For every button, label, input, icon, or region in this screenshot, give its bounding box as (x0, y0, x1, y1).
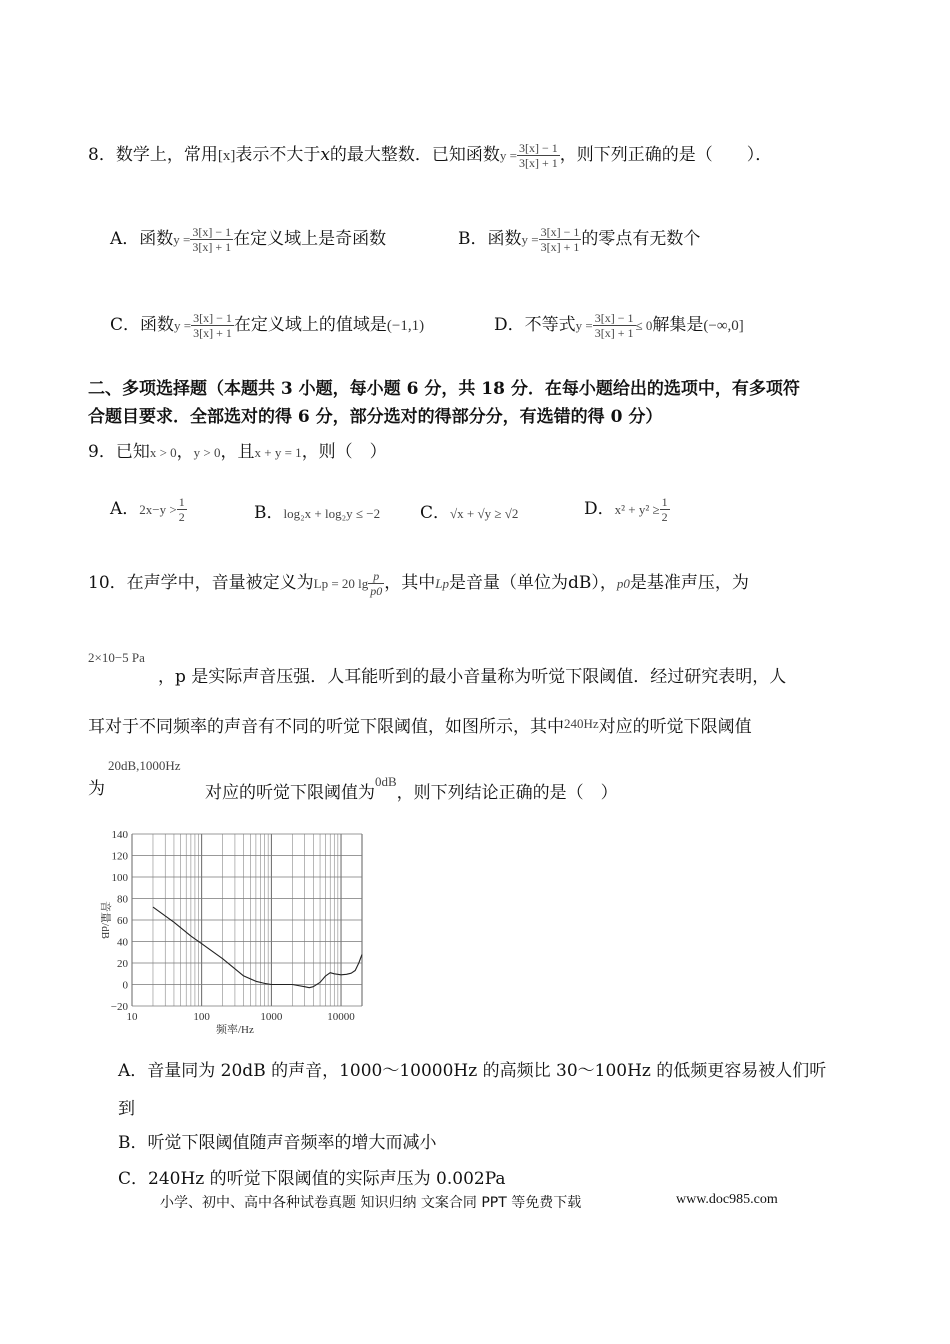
q9-option-a-num: 1 (178, 495, 185, 509)
x-tick-label: 10 (126, 1011, 138, 1023)
q10-formula-den: p0 (370, 584, 383, 598)
q8-option-a-den: 3[x] + 1 (192, 240, 232, 254)
q9-cond3: x + y = 1 (254, 445, 302, 460)
q8-option-a-lhs: y = (173, 232, 191, 247)
q9-option-c-expr: √x + √y ≥ √2 (450, 506, 519, 521)
y-tick-label: 100 (111, 872, 128, 884)
q8-func-fraction (517, 141, 560, 170)
q8-option-c (110, 310, 424, 340)
q8-option-d-lhs: y = (575, 318, 593, 333)
q8-option-d-ineq: ≤ 0 (635, 318, 653, 333)
x-tick-label: 100 (193, 1011, 210, 1023)
q8-option-c-num: 3[x] − 1 (193, 311, 232, 325)
q8-option-d-interval: (−∞,0] (703, 318, 744, 334)
q8-stem-d: ，则下列正确的是（ ）． (559, 145, 773, 165)
q8-option-c-interval: (−1,1) (386, 318, 425, 334)
q9-option-a-den: 2 (178, 510, 185, 524)
y-tick-label: 140 (111, 829, 128, 841)
footer-text: 小学、初中、高中各种试卷真题 知识归纳 文案合同 PPT 等免费下载 (160, 1195, 582, 1211)
q8-option-d-num: 3[x] − 1 (594, 311, 634, 325)
q10-db-hz: 20dB,1000Hz (108, 758, 181, 773)
q8-option-d-fraction (593, 311, 636, 340)
y-tick-label: 80 (117, 893, 128, 906)
q9-option-a-fraction (177, 495, 187, 524)
q9-option-a-expr: 2x−y > (139, 502, 177, 517)
q9-cond1: x > 0 (149, 445, 177, 460)
q10-stem-i: 对应的听觉下限阈值为 (205, 783, 375, 803)
q10-stem-j: ，则下列结论正确的是（ ） (396, 783, 618, 803)
y-tick-label: 40 (117, 936, 128, 949)
q10-stem-g: 对应的听觉下限阈值 (598, 717, 752, 737)
q8-option-c-den: 3[x] + 1 (193, 326, 232, 340)
q8-func-num: 3[x] − 1 (519, 141, 558, 155)
q9-option-d-num: 1 (661, 495, 668, 509)
q10-stem-line3 (88, 712, 752, 737)
q9-option-a-label: A． (110, 499, 140, 519)
q8-bracket-x: [x] (217, 148, 236, 164)
q10-stem-b: ，其中 (384, 573, 436, 593)
q8-option-a-label: A．函数 (110, 229, 174, 249)
q9-option-d-expr: x² + y² ≥ (614, 502, 660, 517)
q9-option-b-label: B． (254, 503, 284, 523)
q8-stem (88, 140, 772, 170)
q10-option-a-line2: 到 (118, 1099, 135, 1119)
q9-option-c (420, 498, 518, 523)
q8-option-d-text: 解集是 (652, 315, 704, 335)
q8-option-b-label: B．函数 (458, 229, 522, 249)
q8-var-x: x (320, 145, 330, 165)
q8-option-b-fraction (539, 225, 582, 254)
x-axis-label: 频率/Hz (215, 1024, 254, 1034)
q8-option-b-den: 3[x] + 1 (540, 240, 580, 254)
q8-option-b (458, 224, 700, 254)
q9-stem-c: ，则（ ） (301, 442, 387, 462)
q10-stem-h: 为 (88, 779, 105, 799)
q8-option-d-den: 3[x] + 1 (594, 326, 634, 340)
q10-stem-d: 是基准声压，为 (629, 573, 749, 593)
q10-formula-num: p (368, 569, 384, 584)
q8-option-a-text: 在定义域上是奇函数 (233, 229, 387, 249)
q10-hz240: 240Hz (564, 716, 599, 731)
q8-stem-b: 表示不大于 (235, 145, 321, 165)
q8-option-c-fraction (191, 311, 234, 340)
y-tick-label: 0 (122, 979, 128, 992)
q8-option-c-lhs: y = (174, 318, 192, 333)
q10-stem-f: 耳对于不同频率的声音有不同的听觉下限阈值，如图所示，其中 (88, 717, 564, 737)
y-tick-label: 60 (117, 915, 128, 927)
q8-option-a-num: 3[x] − 1 (192, 225, 232, 239)
q10-stem-line1 (88, 568, 749, 598)
q9-stem-a: 9．已知 (88, 442, 150, 462)
q9-option-d-den: 2 (661, 510, 668, 524)
q8-func-den: 3[x] + 1 (519, 156, 558, 170)
q9-option-c-label: C． (420, 503, 451, 523)
q8-func-lhs: y = (499, 148, 518, 163)
q8-stem-c: 的最大整数．已知函数 (329, 145, 500, 165)
hearing-threshold-chart (92, 824, 382, 1034)
q8-stem-a: 8．数学上，常用 (88, 145, 218, 165)
q10-option-b: B．听觉下限阈值随声音频率的增大而减小 (118, 1133, 437, 1153)
q8-option-a (110, 224, 386, 254)
q8-option-a-fraction (190, 225, 233, 254)
q8-option-b-text: 的零点有无数个 (581, 229, 701, 249)
q10-p0-value: 2×10−5 Pa (88, 650, 145, 665)
q9-option-d-fraction (660, 495, 670, 524)
y-tick-label: −20 (110, 1001, 128, 1013)
q10-lp: Lp (435, 576, 450, 591)
q9-option-b-expr: log₂x + log₂y ≤ −2 (283, 506, 381, 521)
q10-p0: p0 (616, 576, 630, 591)
q10-formula-fraction (368, 569, 384, 598)
q9-stem-b: ，且 (220, 442, 255, 462)
q10-stem-c: 是音量（单位为dB）， (449, 573, 617, 593)
section2-line2: 合题目要求．全部选对的得 6 分，部分选对的得部分分，有选错的得 0 分） (88, 407, 663, 427)
q9-option-a (110, 494, 187, 524)
q9-sep1: ， (176, 442, 194, 462)
q8-option-b-lhs: y = (521, 232, 539, 247)
section2-line1: 二、多项选择题（本题共 3 小题，每小题 6 分，共 18 分．在每小题给出的选项中，有多项符 (88, 379, 800, 399)
q10-option-a-line1: A．音量同为 20dB 的声音，1000～10000Hz 的高频比 30～100Hz 的低频更容易被人们听 (118, 1061, 827, 1081)
q10-stem-a: 10．在声学中，音量被定义为 (88, 573, 314, 593)
q8-option-c-label: C．函数 (110, 315, 175, 335)
x-tick-label: 1000 (260, 1011, 283, 1023)
q9-option-d-label: D． (584, 499, 615, 519)
q8-option-b-num: 3[x] − 1 (540, 225, 580, 239)
q10-formula-lhs: Lp = 20 lg (313, 576, 369, 591)
q9-option-b (254, 498, 380, 523)
q8-option-d (494, 310, 744, 340)
q10-db0: 0dB (375, 774, 397, 789)
y-tick-label: 20 (117, 958, 128, 970)
x-tick-label: 10000 (327, 1011, 355, 1023)
q10-stem-line4 (205, 774, 618, 803)
q9-cond2: y > 0 (193, 445, 221, 460)
q9-stem (88, 437, 387, 462)
threshold-curve (153, 907, 362, 988)
q8-option-d-label: D．不等式 (494, 315, 576, 335)
q9-option-d (584, 494, 670, 524)
y-tick-label: 120 (111, 850, 128, 863)
q10-option-c: C．240Hz 的听觉下限阈值的实际声压为 0.002Pa (118, 1169, 506, 1189)
footer-url[interactable]: www.doc985.com (676, 1192, 778, 1207)
q10-stem-line2: ，p 是实际声音压强．人耳能听到的最小音量称为听觉下限阈值．经过研究表明，人 (158, 667, 787, 687)
y-axis-label: 音量/dB (99, 901, 111, 939)
q8-option-c-text: 在定义域上的值域是 (233, 315, 387, 335)
